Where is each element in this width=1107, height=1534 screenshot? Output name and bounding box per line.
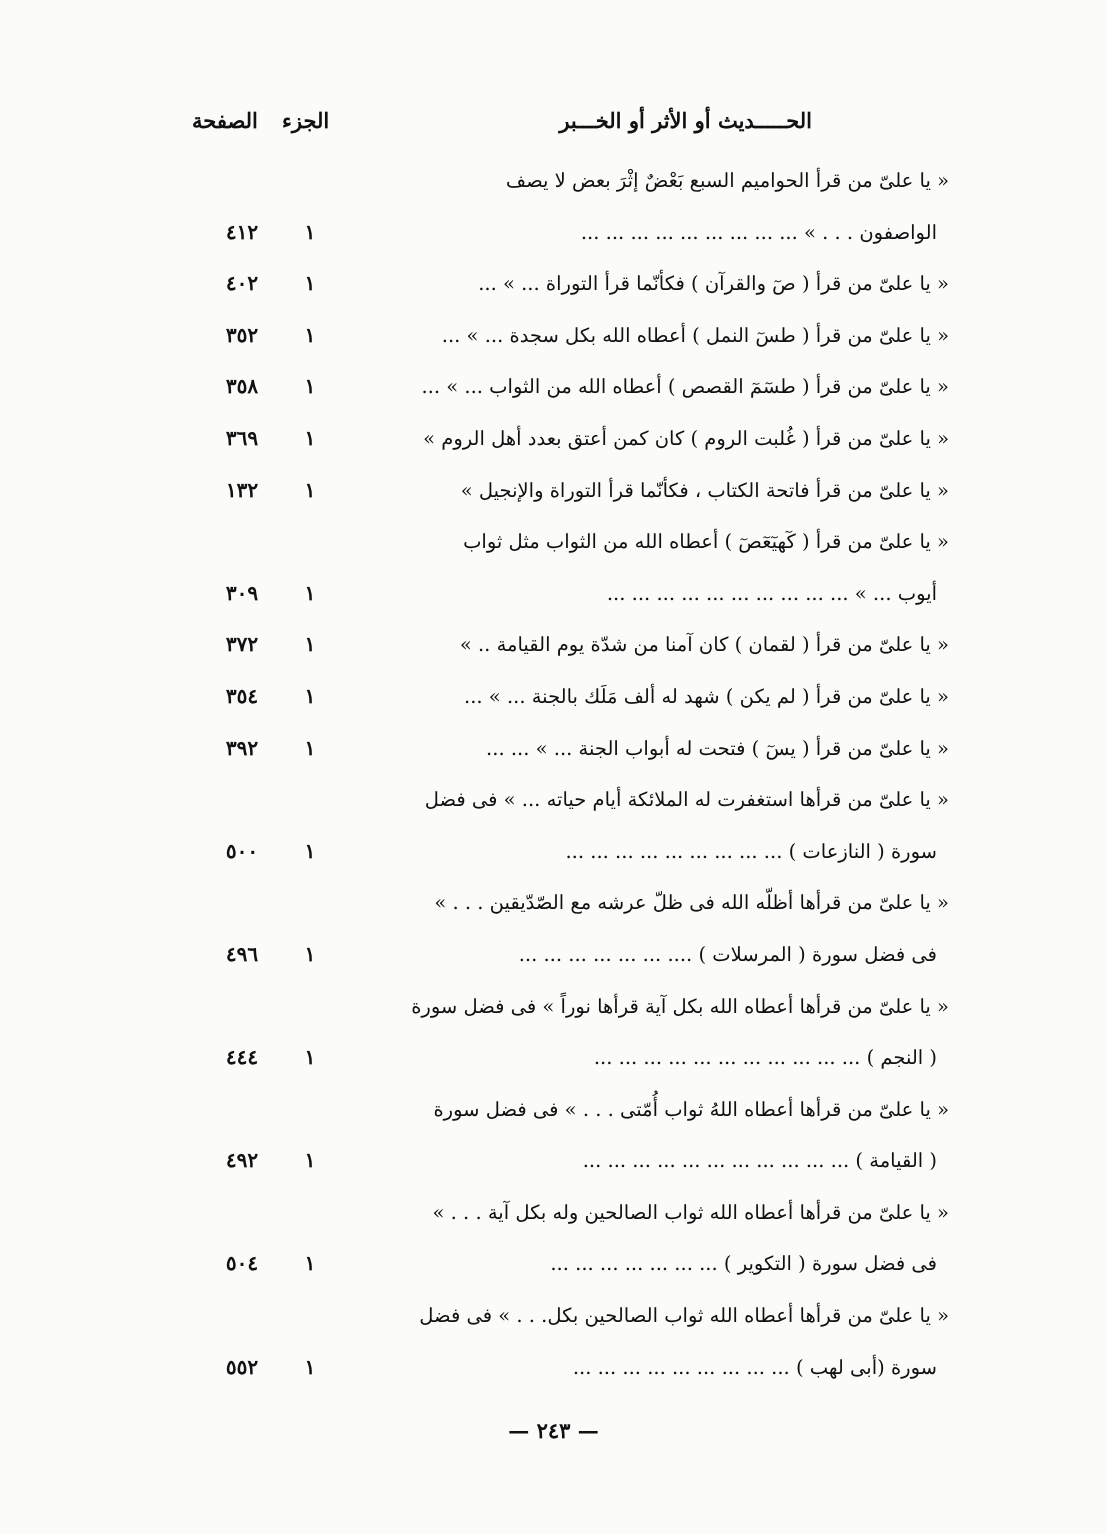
index-row — [0, 619, 1107, 671]
index-row — [0, 1187, 1107, 1239]
header-page: الصفحة — [192, 108, 258, 133]
index-rows — [0, 155, 1107, 1393]
entry-volume: ١ — [304, 425, 316, 450]
entry-text: « يا علىّ من قرأ ( غُلبت الروم ) كان كمن أعتق بعدد أهل الروم » — [423, 426, 949, 450]
entry-volume: ١ — [304, 1354, 316, 1379]
entry-page: ٤٩٦ — [225, 941, 259, 966]
entry-text: « يا علىّ من قرأ ( لم يكن ) شهد له ألف مَلَك بالجنة ... » ... — [464, 684, 949, 708]
column-header — [0, 108, 1107, 148]
entry-page: ٣٦٩ — [225, 425, 259, 450]
entry-page: ٣٧٢ — [225, 632, 259, 657]
entry-text: « يا علىّ من قرأ ( طسٓ النمل ) أعطاه الله بكل سجدة ... » ... — [441, 323, 949, 347]
entry-text: أيوب ... » ... ... ... ... ... ... ... ... ... ... — [606, 581, 937, 605]
entry-page: ٤٩٢ — [225, 1148, 259, 1173]
index-row — [0, 465, 1107, 517]
entry-text: « يا علىّ من قرأها استغفرت له الملائكة أيام حياته ... » فى فضل — [424, 788, 949, 812]
entry-page: ٥٥٢ — [225, 1354, 259, 1379]
index-row — [0, 258, 1107, 310]
page-number: — ٢٤٣ — — [508, 1418, 599, 1443]
entry-text: « يا علىّ من قرأها أعطاه الله ثواب الصالحين بكل. . . » فى فضل — [419, 1304, 949, 1328]
entry-text: « يا علىّ من قرأها أعطاه الله بكل آية قرأها نوراً » فى فضل سورة — [411, 994, 949, 1018]
entry-page: ٤٠٢ — [225, 271, 259, 296]
entry-text: « يا علىّ من قرأها أعطاه الله ثواب الصالحين وله بكل آية . . . » — [432, 1200, 949, 1224]
entry-text: فى فضل سورة ( المرسلات ) .... ... ... ... ... ... ... — [518, 942, 937, 966]
index-row — [0, 568, 1107, 620]
entry-text: « يا علىّ من قرأ ( يسٓ ) فتحت له أبواب الجنة ... » ... ... — [486, 736, 949, 760]
entry-page: ٣٥٨ — [225, 374, 259, 399]
index-row — [0, 413, 1107, 465]
index-row — [0, 207, 1107, 259]
index-row — [0, 877, 1107, 929]
entry-text: فى فضل سورة ( التكوير ) ... ... ... ... ... ... ... — [550, 1252, 937, 1276]
entry-text: ( القيامة ) ... ... ... ... ... ... ... ... ... ... ... — [582, 1149, 937, 1173]
entry-volume: ١ — [304, 735, 316, 760]
index-row — [0, 1290, 1107, 1342]
index-row — [0, 981, 1107, 1033]
index-row — [0, 826, 1107, 878]
entry-volume: ١ — [304, 1251, 316, 1276]
entry-volume: ١ — [304, 219, 316, 244]
entry-text: « يا علىّ من قرأ ( لقمان ) كان آمنا من شدّة يوم القيامة .. » — [459, 633, 949, 657]
entry-page: ٥٠٤ — [225, 1251, 259, 1276]
entry-volume: ١ — [304, 477, 316, 502]
entry-volume: ١ — [304, 838, 316, 863]
entry-volume: ١ — [304, 271, 316, 296]
entry-volume: ١ — [304, 632, 316, 657]
entry-page: ٣٥٤ — [225, 683, 259, 708]
entry-page: ١٣٢ — [225, 477, 259, 502]
entry-text: سورة (أبى لهب ) ... ... ... ... ... ... ... ... ... — [572, 1355, 937, 1379]
index-row — [0, 1084, 1107, 1136]
header-volume: الجزء — [282, 108, 330, 133]
index-row — [0, 774, 1107, 826]
entry-text: « يا علىّ من قرأ الحواميم السبع بَعْضٌ إثْرَ بعض لا يصف — [505, 169, 949, 192]
entry-text: « يا علىّ من قرأها أعطاه اللهُ ثواب أُمّتى . . . » فى فضل سورة — [433, 1097, 949, 1121]
index-row — [0, 723, 1107, 775]
index-row — [0, 155, 1107, 207]
entry-volume: ١ — [304, 1148, 316, 1173]
entry-page: ٤١٢ — [225, 219, 259, 244]
index-row — [0, 1135, 1107, 1187]
entry-text: « يا علىّ من قرأ ( كٓهيٓعٓصٓ ) أعطاه الله من الثواب مثل ثواب — [463, 530, 949, 554]
entry-text: ( النجم ) ... ... ... ... ... ... ... ... ... ... ... — [593, 1046, 937, 1070]
entry-volume: ١ — [304, 322, 316, 347]
entry-volume: ١ — [304, 941, 316, 966]
entry-page: ٣٥٢ — [225, 322, 259, 347]
entry-text: « يا علىّ من قرأ ( طسٓمٓ القصص ) أعطاه الله من الثواب ... » ... — [421, 375, 949, 399]
entry-volume: ١ — [304, 683, 316, 708]
entry-text: « يا علىّ من قرأها أظلّه الله فى ظلّ عرشه مع الصّدّيقين . . . » — [434, 891, 949, 915]
entry-page: ٤٤٤ — [225, 1045, 259, 1070]
entry-page: ٣٠٩ — [225, 580, 259, 605]
entry-volume: ١ — [304, 1045, 316, 1070]
entry-volume: ١ — [304, 580, 316, 605]
entry-volume: ١ — [304, 374, 316, 399]
index-row — [0, 929, 1107, 981]
index-row — [0, 1238, 1107, 1290]
header-hadith: الحـــــديث أو الأثر أو الخـــبر — [559, 108, 812, 133]
index-row — [0, 516, 1107, 568]
index-row — [0, 1032, 1107, 1084]
entry-text: « يا علىّ من قرأ فاتحة الكتاب ، فكأنّما قرأ التوراة والإنجيل » — [460, 478, 949, 502]
index-row — [0, 310, 1107, 362]
entry-text: الواصفون . . . » ... ... ... ... ... ... ... ... ... — [580, 220, 937, 244]
index-row — [0, 671, 1107, 723]
index-row — [0, 361, 1107, 413]
entry-text: « يا علىّ من قرأ ( صٓ والقرآن ) فكأنّما قرأ التوراة ... » ... — [478, 272, 949, 296]
entry-text: سورة ( النازعات ) ... ... ... ... ... ... ... ... ... — [565, 839, 937, 863]
entry-page: ٥٠٠ — [225, 838, 259, 863]
index-row — [0, 1342, 1107, 1394]
entry-page: ٣٩٢ — [225, 735, 259, 760]
